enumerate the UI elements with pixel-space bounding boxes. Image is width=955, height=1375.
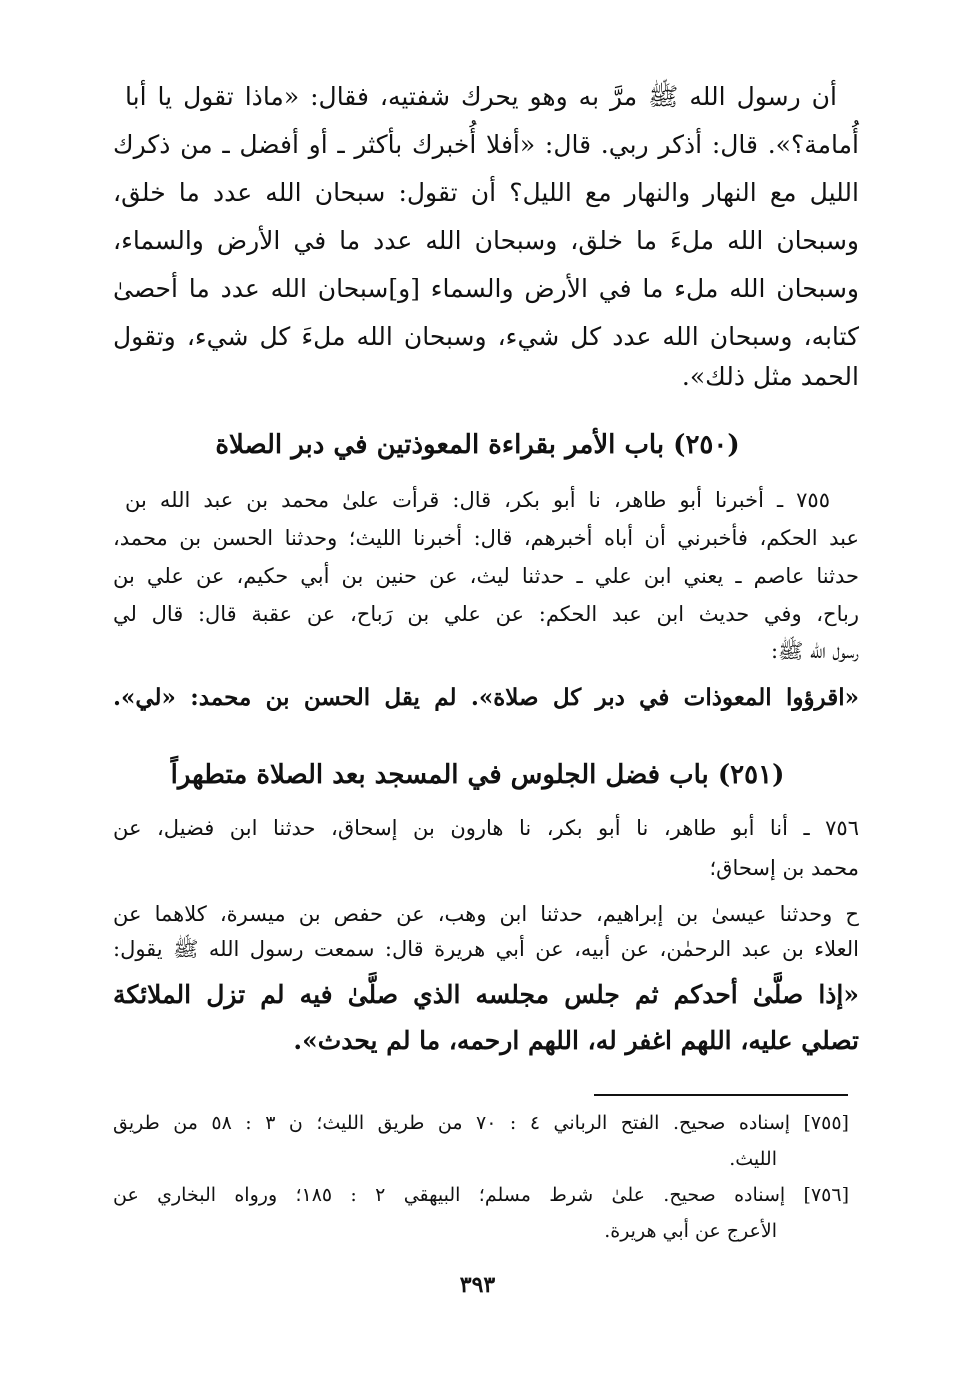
text-line: رسول الله ﷺ: bbox=[770, 639, 859, 663]
chapter-heading: (٢٥١) باب فضل الجلوس في المسجد بعد الصلاة متطهراً bbox=[170, 760, 785, 790]
text-line: الحمد مثل ذلك». bbox=[681, 362, 859, 391]
text-line: عبد الحكم، فأخبرني أن أباه أخبرهم، قال: أخبرنا الليث؛ وحدثنا الحسن بن محمد، bbox=[113, 526, 859, 550]
text-line: أُمامة؟». قال: أذكر ربي. قال: «أفلا أُخبرك بأكثر ـ أو أفضل ـ من ذكرك bbox=[113, 130, 859, 159]
text-line: رباح، وفي حديث ابن عبد الحكم: عن علي بن رَباح، عن عقبة قال: قال لي bbox=[113, 602, 859, 626]
text-line: وسبحان الله ملءَ ما خلق، وسبحان الله عدد ما في الأرض والسماء، bbox=[113, 226, 859, 255]
page-number: ٣٩٣ bbox=[459, 1272, 496, 1298]
text-line: كتابه، وسبحان الله عدد كل شيء، وسبحان الله ملءَ كل شيء، وتقول bbox=[113, 322, 859, 351]
text-line: «إذا صلَّىٰ أحدكم ثم جلس مجلسه الذي صلَّىٰ فيه لم تزل الملائكة bbox=[113, 980, 859, 1009]
chapter-heading: (٢٥٠) باب الأمر بقراءة المعوذتين في دبر الصلاة bbox=[215, 430, 740, 460]
footnote-divider bbox=[594, 1094, 848, 1096]
hadith-quote: «اقرؤوا المعوذات في دبر كل صلاة». لم يقل الحسن بن محمد: «لي». bbox=[113, 684, 859, 711]
text-line: ٧٥٦ ـ أنا أبو طاهر، نا أبو بكر، نا هارون بن إسحاق، حدثنا ابن فضيل، عن bbox=[113, 816, 859, 840]
text-line: وسبحان الله ملء ما في الأرض والسماء [و]سبحان الله عدد ما أحصىٰ bbox=[113, 274, 859, 303]
text-line: ٧٥٥ ـ أخبرنا أبو طاهر، نا أبو بكر، قال: قرأت علىٰ محمد بن عبد الله بن bbox=[125, 488, 830, 512]
text-line: تصلي عليه، اللهم اغفر له، اللهم ارحمه، ما لم يحدث». bbox=[293, 1026, 859, 1055]
text-line: أن رسول الله ﷺ مرَّ به وهو يحرك شفتيه، فقال: «ماذا تقول يا أبا bbox=[125, 82, 837, 111]
text-line: الليث. bbox=[729, 1148, 777, 1170]
text-line: الليل مع النهار والنهار مع الليل؟ أن تقول: سبحان الله عدد ما خلق، bbox=[113, 178, 859, 207]
text-line: الأعرج عن أبي هريرة. bbox=[604, 1220, 777, 1242]
text-line: ح وحدثنا عيسىٰ بن إبراهيم، حدثنا ابن وهب، عن حفص بن ميسرة، كلاهما عن bbox=[113, 902, 859, 926]
text-line: [٧٥٥] إسناده صحيح. الفتح الرباني ٤ : ٧٠ من طريق الليث؛ ن ٣ : ٥٨ من طريق bbox=[113, 1112, 849, 1134]
text-line: [٧٥٦] إسناده صحيح. علىٰ شرط مسلم؛ البيهقي ٢ : ١٨٥؛ ورواه البخاري عن bbox=[113, 1184, 849, 1206]
text-line: محمد بن إسحاق؛ bbox=[709, 856, 859, 880]
text-line: العلاء بن عبد الرحمٰن، عن أبيه، عن أبي هريرة قال: سمعت رسول الله ﷺ يقول: bbox=[113, 937, 859, 961]
text-line: حدثنا عاصم ـ يعني ابن علي ـ حدثنا ليث، عن حنين بن أبي حكيم، عن علي بن bbox=[113, 564, 859, 588]
